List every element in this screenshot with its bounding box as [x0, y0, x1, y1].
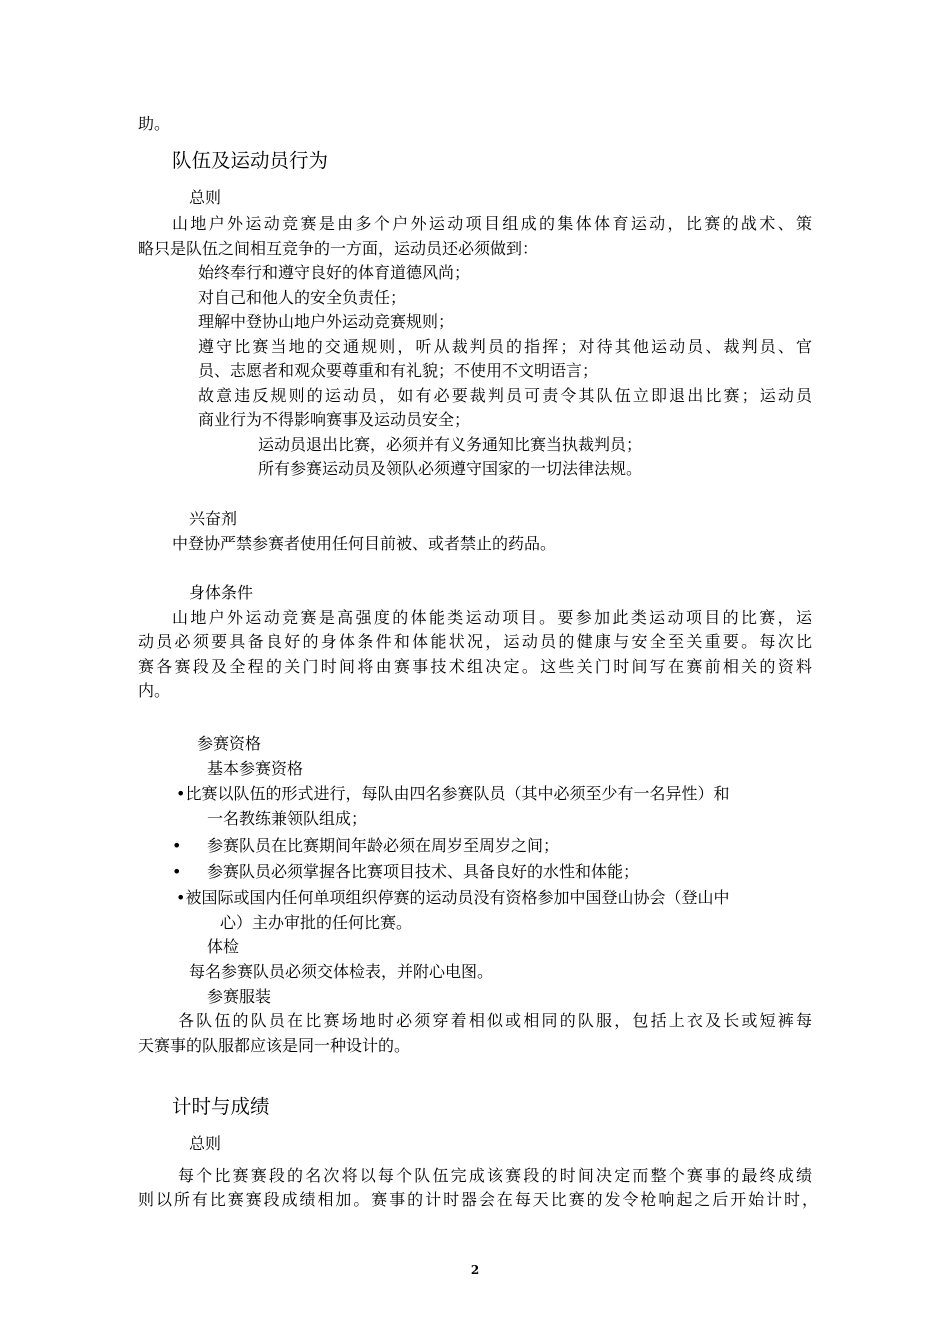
list-item: 始终奉行和遵守良好的体育道德风尚； [198, 263, 471, 282]
bullet-item: •比赛以队伍的形式进行，每队由四名参赛队员（其中必须至少有一名异性）和 [176, 784, 730, 803]
paragraph-line: 内。 [138, 681, 171, 700]
subheading-doping: 兴奋剂 [189, 509, 238, 528]
list-item: 商业行为不得影响赛事及运动员安全； [198, 410, 471, 429]
paragraph-line: 山地户外运动竞赛是由多个户外运动项目组成的集体体育运动，比赛的战术、策 [172, 214, 812, 233]
paragraph-line: 则以所有比赛赛段成绩相加。赛事的计时器会在每天比赛的发令枪响起之后开始计时， [138, 1190, 818, 1209]
paragraph-line: 各队伍的队员在比赛场地时必须穿着相似或相同的队服，包括上衣及长或短裤每 [178, 1011, 812, 1030]
subheading-general: 总则 [189, 1134, 222, 1153]
subheading-general: 总则 [189, 188, 222, 207]
bullet-item: 参赛队员必须掌握各比赛项目技术、具备良好的水性和体能； [207, 862, 640, 881]
bullet-item-continuation: 一名教练兼领队组成； [207, 809, 368, 828]
paragraph-line: 赛各赛段及全程的关门时间将由赛事技术组决定。这些关门时间写在赛前相关的资料 [138, 657, 812, 676]
bullet-marker: • [172, 862, 182, 881]
list-item: 遵守比赛当地的交通规则，听从裁判员的指挥；对待其他运动员、裁判员、官 [198, 337, 812, 356]
bullet-item: •被国际或国内任何单项组织停赛的运动员没有资格参加中国登山协会（登山中 [176, 888, 730, 907]
list-item: 对自己和他人的安全负责任； [198, 288, 407, 307]
section-heading-team-behavior: 队伍及运动员行为 [172, 149, 329, 172]
list-item: 运动员退出比赛，必须并有义务通知比赛当执裁判员； [258, 435, 643, 454]
subheading-basic-eligibility: 基本参赛资格 [207, 759, 304, 778]
doping-text: 中登协严禁参赛者使用任何目前被、或者禁止的药品。 [172, 534, 557, 553]
subheading-medical: 体检 [207, 937, 240, 956]
list-item: 员、志愿者和观众要尊重和有礼貌；不使用不文明语言； [198, 361, 599, 380]
subheading-eligibility: 参赛资格 [197, 734, 262, 753]
section-heading-timing: 计时与成绩 [172, 1095, 270, 1118]
paragraph-line: 山地户外运动竞赛是高强度的体能类运动项目。要参加此类运动项目的比赛，运 [172, 608, 812, 627]
medical-text: 每名参赛队员必须交体检表，并附心电图。 [189, 962, 494, 981]
list-item: 故意违反规则的运动员，如有必要裁判员可责令其队伍立即退出比赛；运动员 [198, 386, 812, 405]
paragraph-line: 动员必须要具备良好的身体条件和体能状况，运动员的健康与安全至关重要。每次比 [138, 632, 812, 651]
list-item: 所有参赛运动员及领队必须遵守国家的一切法律法规。 [258, 459, 643, 478]
paragraph-line: 天赛事的队服都应该是同一种设计的。 [138, 1036, 411, 1055]
bullet-item: 参赛队员在比赛期间年龄必须在周岁至周岁之间； [207, 836, 560, 855]
paragraph-line: 略只是队伍之间相互竞争的一方面，运动员还必须做到： [138, 239, 539, 258]
subheading-physical: 身体条件 [189, 583, 254, 602]
page-number: 2 [470, 1263, 480, 1277]
subheading-attire: 参赛服装 [207, 987, 272, 1006]
paragraph-line: 每个比赛赛段的名次将以每个队伍完成该赛段的时间决定而整个赛事的最终成绩 [178, 1166, 812, 1185]
list-item: 理解中登协山地户外运动竞赛规则； [198, 312, 455, 331]
intro-tail: 助。 [138, 114, 171, 133]
bullet-item-continuation: 心）主办审批的任何比赛。 [220, 913, 413, 932]
bullet-marker: • [172, 836, 182, 855]
